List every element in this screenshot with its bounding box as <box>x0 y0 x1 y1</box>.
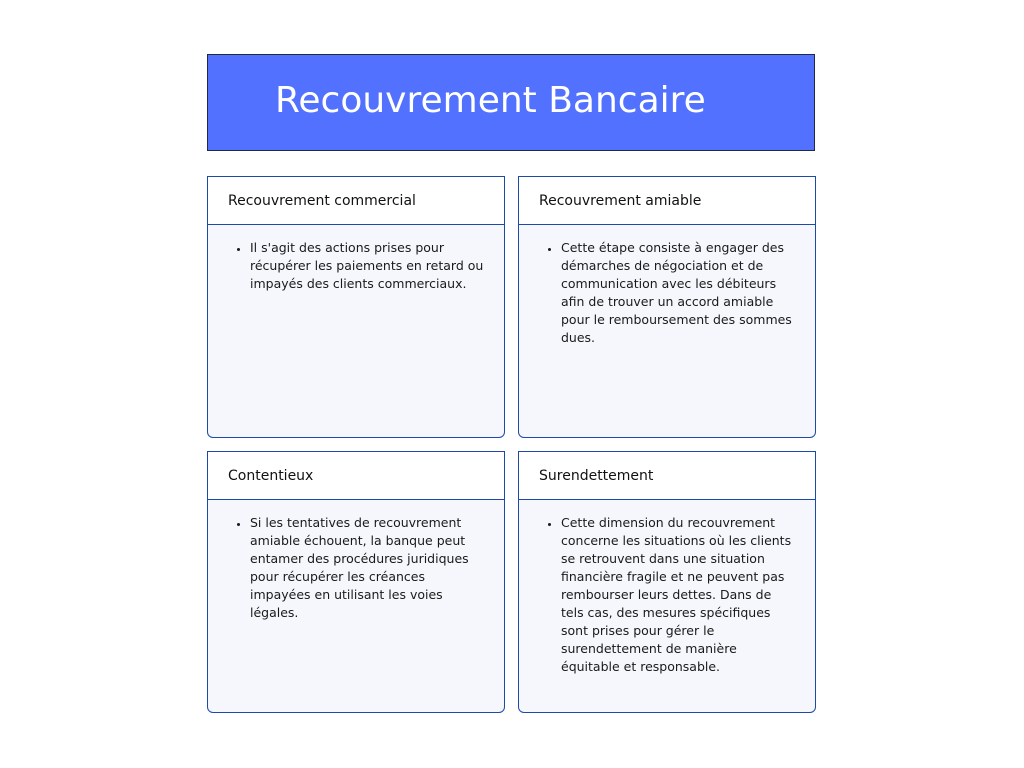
bullet-list <box>228 239 484 293</box>
card-body <box>519 500 815 676</box>
card-body <box>519 225 815 347</box>
bullet-list <box>539 514 795 676</box>
bullet-list <box>539 239 795 347</box>
bullet-item: • Si les tentatives de recouvrement amiable échouent, la banque peut entamer des procédures juridiques pour récupérer les créances impayées en utilisant les voies légales. <box>250 514 484 622</box>
title-banner <box>207 54 815 151</box>
card-body <box>208 225 504 293</box>
bullet-item: • Cette étape consiste à engager des démarches de négociation et de communication avec les débiteurs afin de trouver un accord amiable pour le remboursement des sommes dues. <box>561 239 795 347</box>
bullet-item: • Il s'agit des actions prises pour récupérer les paiements en retard ou impayés des clients commerciaux. <box>250 239 484 293</box>
bullet-list <box>228 514 484 622</box>
page-title: Recouvrement Bancaire <box>275 80 706 121</box>
card-contentieux <box>207 451 505 713</box>
card-recouvrement-amiable <box>518 176 816 438</box>
card-header <box>519 177 815 225</box>
card-body <box>208 500 504 622</box>
card-recouvrement-commercial <box>207 176 505 438</box>
card-header <box>519 452 815 500</box>
card-title: Recouvrement commercial <box>228 192 416 209</box>
card-title: Contentieux <box>228 467 314 484</box>
card-title: Recouvrement amiable <box>539 192 702 209</box>
card-surendettement <box>518 451 816 713</box>
card-header <box>208 177 504 225</box>
card-title: Surendettement <box>539 467 654 484</box>
card-header <box>208 452 504 500</box>
bullet-item: • Cette dimension du recouvrement concerne les situations où les clients se retrouvent dans une situation financière fragile et ne peuvent pas rembourser leurs dettes. Dans de tels cas, des mesures spécifiques sont prises pour gérer le surendettement de manière équitable et responsable. <box>561 514 795 676</box>
